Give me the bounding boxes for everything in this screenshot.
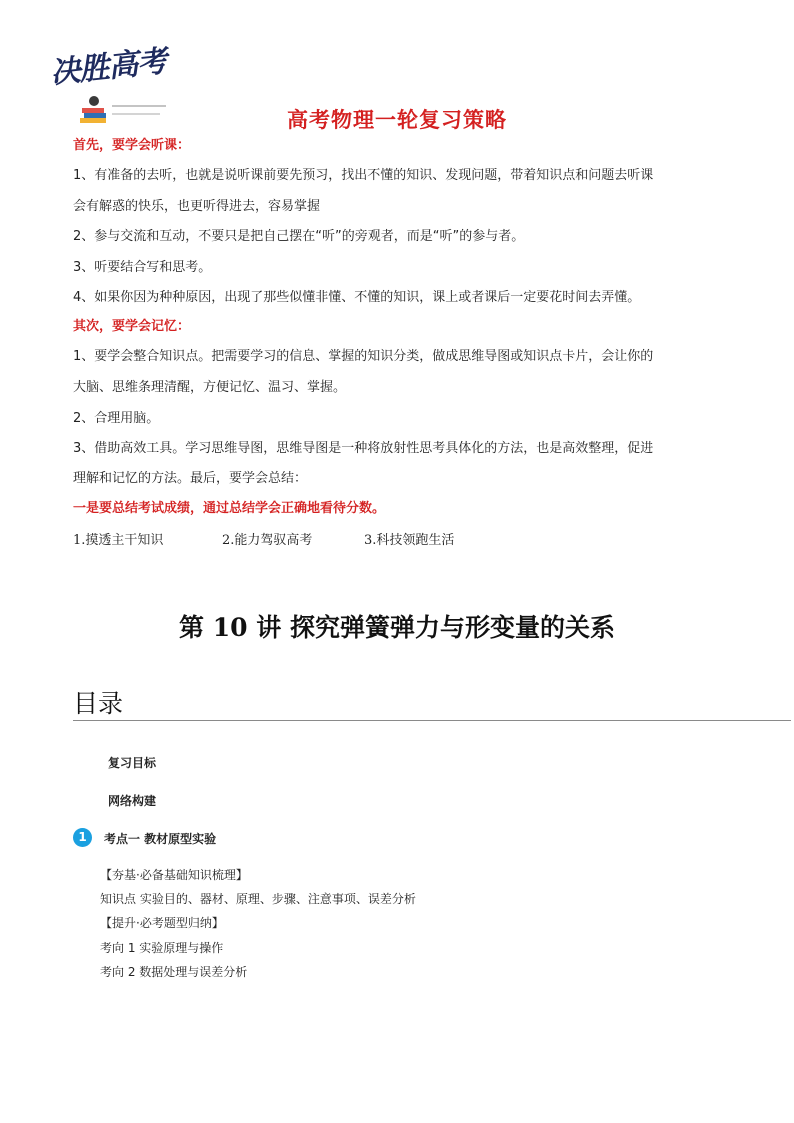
number-badge: 1 (73, 828, 92, 847)
section1-line: 3、听要结合写和思考。 (73, 260, 212, 275)
section1-line: 会有解惑的快乐，也更听得进去，容易掌握 (73, 199, 321, 214)
section1-line: 4、如果你因为种种原因，出现了那些似懂非懂、不懂的知识，课上或者课后一定要花时间去弄懂。 (73, 290, 641, 305)
toc-direction-1[interactable]: 考向 1 实验原理与操作 (100, 941, 224, 955)
option-item: 2.能力驾驭高考 (222, 533, 313, 548)
toc-direction-2[interactable]: 考向 2 数据处理与误差分析 (100, 965, 248, 979)
toc-network[interactable]: 网络构建 (108, 794, 157, 808)
logo-text: 决胜高考 (48, 44, 168, 91)
toc-foundation-heading[interactable]: 【夯基·必备基础知识梳理】 (100, 868, 248, 882)
toc-title: 目录 (73, 689, 124, 718)
toc-knowledge-point[interactable]: 知识点 实验目的、器材、原理、步骤、注意事项、误差分析 (100, 892, 416, 906)
section2-heading: 其次，要学会记忆： (73, 319, 191, 334)
summary-line: 一是要总结考试成绩，通过总结学会正确地看待分数。 (73, 501, 386, 516)
section2-line: 2、合理用脑。 (73, 411, 160, 426)
section1-line: 1、有准备的去听，也就是说听课前要先预习，找出不懂的知识、发现问题，带着知识点和问题去听课 (73, 168, 654, 183)
toc-review-goal[interactable]: 复习目标 (108, 756, 157, 770)
toc-divider (73, 720, 791, 721)
option-item: 3.科技领跑生活 (364, 533, 455, 548)
section2-line: 大脑、思维条理清醒，方便记忆、温习、掌握。 (73, 380, 347, 395)
strategy-title: 高考物理一轮复习策略 (287, 108, 507, 132)
section2-line: 理解和记忆的方法。最后，要学会总结： (73, 471, 308, 486)
option-item: 1.摸透主干知识 (73, 533, 164, 548)
lecture-title: 第 10 讲 探究弹簧弹力与形变量的关系 (179, 613, 615, 642)
toc-ability-heading[interactable]: 【提升·必考题型归纳】 (100, 916, 224, 930)
section1-line: 2、参与交流和互动，不要只是把自己摆在“听”的旁观者，而是“听”的参与者。 (73, 229, 525, 244)
section1-heading: 首先，要学会听课： (73, 138, 191, 153)
section2-line: 1、要学会整合知识点。把需要学习的信息、掌握的知识分类，做成思维导图或知识点卡片，会让你的 (73, 349, 654, 364)
section2-line: 3、借助高效工具。学习思维导图，思维导图是一种将放射性思考具体化的方法，也是高效整理，促进 (73, 441, 654, 456)
toc-kaodian[interactable]: 考点一 教材原型实验 (104, 832, 217, 846)
